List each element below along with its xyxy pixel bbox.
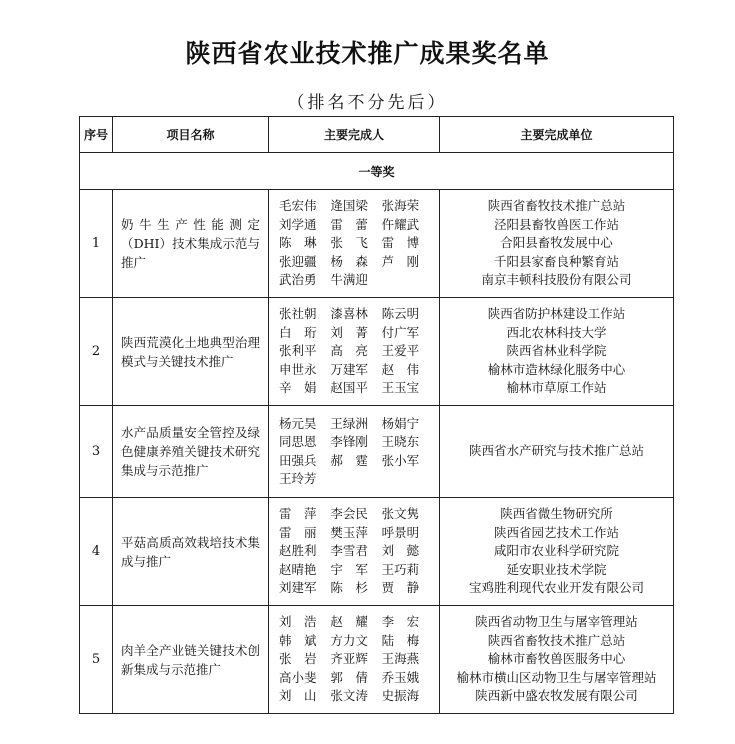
unit-name: 西北农林科技大学: [506, 324, 607, 340]
person-name: 张社朝: [279, 306, 317, 322]
row-index: 4: [80, 498, 113, 606]
unit-name: 合阳县畜牧发展中心: [500, 235, 613, 251]
person-name: 王绿洲: [330, 415, 368, 431]
person-name: 逄国梁: [330, 198, 368, 214]
people-line: [279, 271, 433, 289]
unit-name: 榆林市横山区动物卫生与屠宰管理站: [456, 669, 657, 685]
person-name: 芦 刚: [381, 253, 420, 269]
person-name: 漆喜林: [330, 306, 368, 322]
award-level: 一等奖: [80, 153, 674, 190]
person-name: 王玉宝: [381, 380, 420, 396]
award-table: [79, 116, 674, 714]
people-line: [279, 253, 433, 271]
people-cell: [269, 606, 440, 714]
table-row: [80, 498, 674, 606]
person-name: 赵 伟: [381, 361, 420, 377]
people-line: [279, 415, 433, 433]
person-name: 雷 萍: [279, 506, 317, 522]
units-cell: [440, 190, 674, 298]
page-title: 陕西省农业技术推广成果奖名单: [185, 39, 550, 68]
units-cell: [440, 406, 674, 498]
unit-name: 延安职业技术学院: [506, 561, 607, 577]
person-name: 高小斐: [279, 669, 317, 685]
person-name: 张迎疆: [279, 253, 317, 269]
person-name: 陆 梅: [381, 632, 420, 648]
person-name: 万建军: [330, 361, 368, 377]
people-line: [279, 452, 433, 470]
people-line: [279, 632, 433, 650]
unit-name: 陕西新中盛农牧发展有限公司: [475, 688, 638, 704]
row-index: 3: [80, 406, 113, 498]
person-name: 王爱平: [381, 343, 420, 359]
person-name: 郭 倩: [330, 669, 368, 685]
person-name: 杨娟宁: [381, 415, 420, 431]
people-line: [279, 197, 433, 215]
person-name: 陈云明: [381, 306, 420, 322]
unit-name: 陕西省畜牧技术推广总站: [487, 632, 626, 648]
people-line: [279, 524, 433, 542]
person-name: 赵国平: [330, 380, 368, 396]
people-line: [279, 433, 433, 451]
people-cell: [269, 406, 440, 498]
people-line: [279, 324, 433, 342]
person-name: 陈 琳: [279, 235, 317, 251]
person-name: 张小军: [381, 452, 420, 468]
person-name: 刘学通: [279, 216, 317, 232]
person-name: 杨元昊: [279, 415, 317, 431]
unit-name: 榆林市畜牧兽医服务中心: [487, 651, 626, 667]
person-name: 方力文: [330, 632, 368, 648]
person-name: 樊玉萍: [330, 524, 368, 540]
units-cell: [440, 498, 674, 606]
project-name: 陕西荒漠化土地典型治理模式与关键技术推广: [113, 298, 269, 406]
people-line: [279, 379, 433, 397]
people-line: [279, 234, 433, 252]
units-cell: [440, 298, 674, 406]
person-name: 赵胜利: [279, 543, 317, 559]
people-line: [279, 305, 433, 323]
person-name: 杨 森: [330, 253, 368, 269]
person-name: 刘建军: [279, 580, 317, 596]
people-line: [279, 561, 433, 579]
table-row: [80, 190, 674, 298]
person-name: 李锋刚: [330, 434, 368, 450]
person-name: 白 珩: [279, 324, 317, 340]
person-name: 王海燕: [381, 651, 420, 667]
person-name: 张海荣: [381, 198, 420, 214]
person-name: [330, 470, 381, 488]
header-project: 项目名称: [113, 117, 269, 153]
unit-name: 榆林市草原工作站: [506, 380, 607, 396]
person-name: 王晓东: [381, 434, 420, 450]
header-units: 主要完成单位: [440, 117, 674, 153]
person-name: 毛宏伟: [279, 198, 317, 214]
person-name: 辛 娟: [279, 380, 317, 396]
unit-name: 陕西省园艺技术工作站: [493, 524, 619, 540]
unit-name: 泾阳县畜牧兽医工作站: [493, 216, 619, 232]
page-subtitle: （排名不分先后）: [287, 93, 448, 113]
project-name: 奶牛生产性能测定（DHI）技术集成示范与推广: [113, 190, 269, 298]
table-row: [80, 298, 674, 406]
person-name: 乔玉娥: [381, 669, 420, 685]
unit-name: 宝鸡胜利现代农业开发有限公司: [468, 580, 644, 596]
unit-name: 陕西省水产研究与技术推广总站: [468, 443, 644, 459]
person-name: 同思恩: [279, 434, 317, 450]
unit-name: 陕西省防护林建设工作站: [487, 306, 626, 322]
award-level-row: [80, 153, 674, 190]
people-line: [279, 669, 433, 687]
project-name: 肉羊全产业链关键技术创新集成与示范推广: [113, 606, 269, 714]
person-name: 张 飞: [330, 235, 368, 251]
person-name: 李 宏: [381, 614, 420, 630]
unit-name: 陕西省畜牧技术推广总站: [487, 198, 626, 214]
project-name: 水产品质量安全管控及绿色健康养殖关键技术研究集成与示范推广: [113, 406, 269, 498]
row-index: 2: [80, 298, 113, 406]
people-cell: [269, 298, 440, 406]
people-line: [279, 505, 433, 523]
person-name: 张文隽: [381, 506, 420, 522]
people-line: [279, 216, 433, 234]
person-name: 刘 浩: [279, 614, 317, 630]
person-name: 雷 蕾: [330, 216, 368, 232]
person-name: [382, 271, 433, 289]
person-name: 刘 山: [279, 688, 317, 704]
person-name: 田强兵: [279, 452, 317, 468]
people-line: [279, 687, 433, 705]
person-name: 申世永: [279, 361, 317, 377]
person-name: 陈 杉: [330, 580, 368, 596]
person-name: 齐亚辉: [330, 651, 368, 667]
person-name: 宇 军: [330, 561, 368, 577]
people-line: [279, 361, 433, 379]
row-index: 1: [80, 190, 113, 298]
person-name: 贾 静: [381, 580, 420, 596]
unit-name: 陕西省动物卫生与屠宰管理站: [475, 614, 638, 630]
table-row: [80, 606, 674, 714]
header-people: 主要完成人: [269, 117, 440, 153]
person-name: 韩 斌: [279, 632, 317, 648]
person-name: 刘 菁: [330, 324, 368, 340]
person-name: 王玲芳: [279, 470, 317, 486]
people-line: [279, 542, 433, 560]
person-name: 李会民: [330, 506, 368, 522]
people-line: [279, 613, 433, 631]
person-name: 仵耀武: [381, 216, 420, 232]
unit-name: 南京丰顿科技股份有限公司: [481, 272, 632, 288]
person-name: 刘 懿: [381, 543, 420, 559]
person-name: 武治勇: [279, 272, 317, 288]
person-name: 高 亮: [330, 343, 368, 359]
person-name: 张 岩: [279, 651, 317, 667]
person-name: 郝 霆: [330, 452, 368, 468]
person-name: 赵晴艳: [279, 561, 317, 577]
people-cell: [269, 498, 440, 606]
person-name: 张文涛: [330, 688, 368, 704]
units-cell: [440, 606, 674, 714]
people-cell: [269, 190, 440, 298]
header-index: 序号: [80, 117, 113, 153]
person-name: 李雪君: [330, 543, 368, 559]
row-index: 5: [80, 606, 113, 714]
person-name: 雷 丽: [279, 524, 317, 540]
person-name: [382, 470, 433, 488]
unit-name: 咸阳市农业科学研究院: [493, 543, 619, 559]
unit-name: 榆林市造林绿化服务中心: [487, 361, 626, 377]
people-line: [279, 579, 433, 597]
unit-name: 千阳县家畜良种繁育站: [493, 253, 619, 269]
person-name: 史振海: [381, 688, 420, 704]
person-name: 牛满迎: [330, 272, 368, 288]
project-name: 平菇高质高效栽培技术集成与推广: [113, 498, 269, 606]
table-row: [80, 406, 674, 498]
unit-name: 陕西省林业科学院: [506, 343, 607, 359]
person-name: 呼景明: [381, 524, 420, 540]
people-line: [279, 342, 433, 360]
table-header-row: [80, 117, 674, 153]
person-name: 赵 耀: [330, 614, 368, 630]
people-line: [279, 470, 433, 488]
person-name: 王巧莉: [381, 561, 420, 577]
unit-name: 陕西省微生物研究所: [500, 506, 613, 522]
person-name: 付广军: [381, 324, 420, 340]
person-name: 张利平: [279, 343, 317, 359]
people-line: [279, 650, 433, 668]
person-name: 雷 博: [381, 235, 420, 251]
